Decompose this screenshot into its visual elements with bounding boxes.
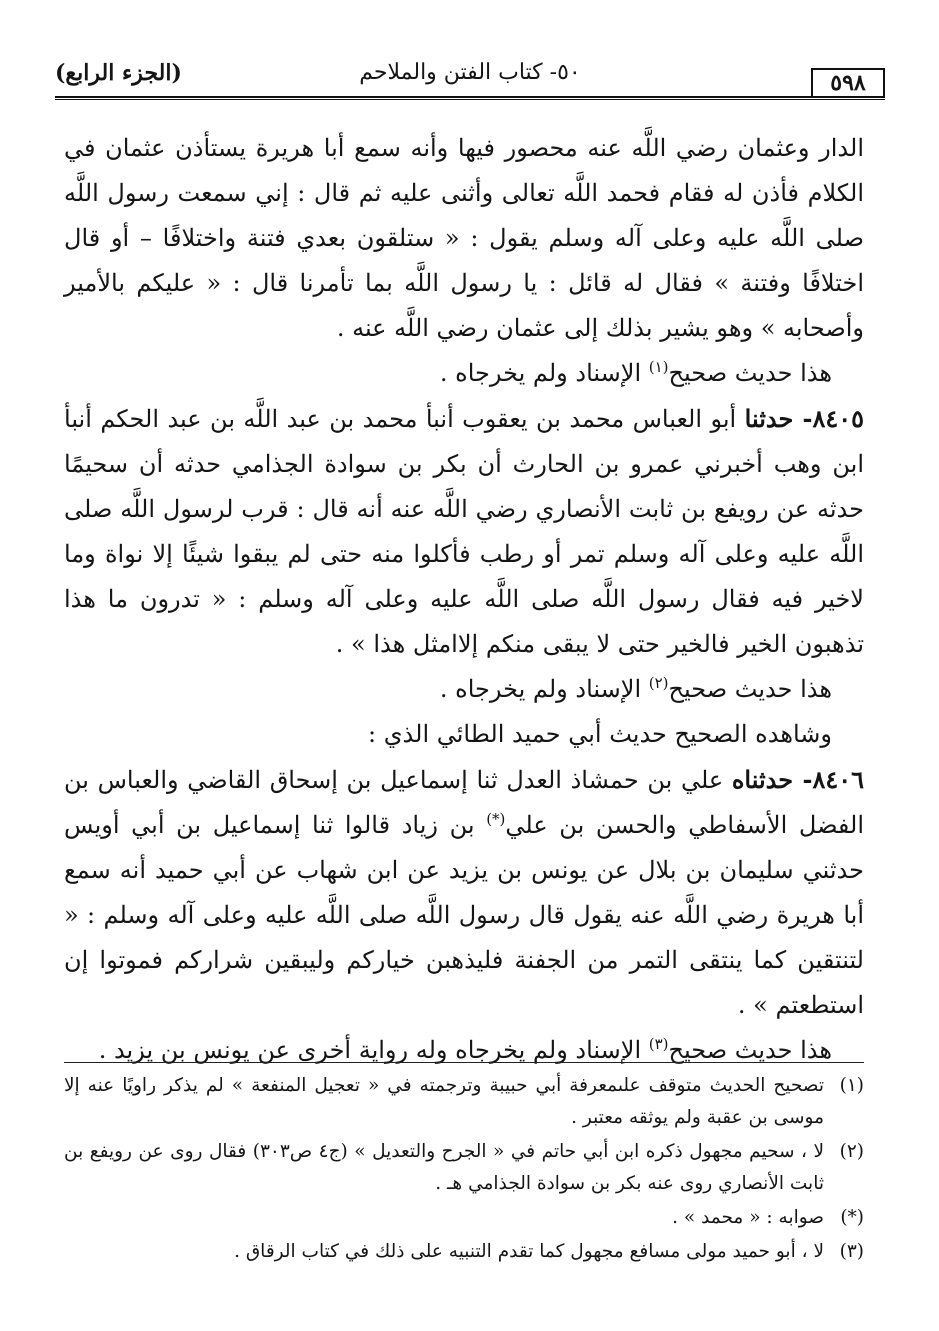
footnote-label: (*) (840, 1207, 864, 1228)
footnote-marker[interactable]: (*) (486, 810, 506, 828)
footnote (64, 1202, 864, 1234)
paragraph-text: وشاهده الصحيح حديث أبي حميد الطائي الذي : (368, 720, 832, 748)
footnote-marker[interactable]: (٣) (648, 1035, 669, 1053)
running-header (55, 52, 885, 100)
grading-paragraph (64, 667, 864, 712)
page-number: ٥٩٨ (811, 68, 885, 96)
hadith-paragraph (64, 757, 864, 1028)
hadith-paragraph (64, 396, 864, 667)
footnote-marker[interactable]: (٢) (648, 674, 669, 692)
footnote-text: لا ، أبو حميد مولى مسافع مجهول كما تقدم التنبيه على ذلك في كتاب الرقاق . (234, 1241, 824, 1262)
footnote (64, 1070, 864, 1134)
paragraph-text: هذا حديث صحيح (668, 1036, 832, 1064)
paragraph-text-after: بن زياد قالوا ثنا إسماعيل بن أبي أويس حدثني سليمان بن بلال عن يونس بن يزيد عن ابن شهاب عن أبي حميد أنه سمع أبا هريرة رضي اللَّه عنه يقول قال رسول اللَّه صلى اللَّه عليه وعلى آله وسلم : « لتنتقين كما ينتقى التمر من الجفنة فليذهبن خياركم وليبقين شراركم فموتوا إن استطعتم » . (64, 811, 864, 1019)
paragraph-text-after: الإسناد ولم يخرجاه وله رواية أخرى عن يونس بن يزيد . (98, 1036, 649, 1064)
grading-paragraph (64, 351, 864, 396)
main-text (64, 126, 864, 1073)
footnote-text: تصحيح الحديث متوقف علىمعرفة أبي حبيبة وترجمته في « تعجيل المنفعة » لم يذكر راويًا عنه إلا موسى بن عقبة ولم يوثقه معتبر . (64, 1075, 824, 1128)
footnotes (64, 1070, 864, 1270)
paragraph-text: الدار وعثمان رضي اللَّه عنه محصور فيها وأنه سمع أبا هريرة يستأذن عثمان في الكلام فأذن له فقام فحمد اللَّه تعالى وأثنى عليه ثم قال : إني سمعت رسول اللَّه صلى اللَّه عليه وعلى آله وسلم يقول : « ستلقون بعدي فتنة واختلافًا – أو قال اختلافًا وفتنة » فقال له قائل : يا رسول اللَّه بما تأمرنا قال : « عليكم بالأمير وأصحابه » وهو يشير بذلك إلى عثمان رضي اللَّه عنه . (64, 134, 864, 342)
footnote-marker[interactable]: (١) (648, 358, 669, 376)
paragraph-text: هذا حديث صحيح (668, 359, 832, 387)
paragraph-text-after: الإسناد ولم يخرجاه . (439, 675, 649, 703)
footnote-label: (٢) (839, 1141, 864, 1162)
hadith-number: ٨٤٠٦- حدثناه (731, 765, 864, 794)
paragraph-continuation (64, 126, 864, 351)
footnote (64, 1136, 864, 1200)
paragraph-text: أبو العباس محمد بن يعقوب أنبأ محمد بن عبد اللَّه بن عبد الحكم أنبأ ابن وهب أخبرني عمرو بن الحارث أن بكر بن سوادة الجذامي حدثه أن سحيمًا حدثه عن رويفع بن ثابت الأنصاري رضي اللَّه عنه أنه قال : قرب لرسول اللَّه صلى اللَّه عليه وعلى آله وسلم تمر أو رطب فأكلوا منه حتى لم يبقوا شيئًا إلا نواة وما لاخير فيه فقال رسول اللَّه صلى اللَّه عليه وعلى آله وسلم : « تدرون ما هذا تذهبون الخير فالخير حتى لا يبقى منكم إلاامثل هذا » . (64, 405, 864, 658)
header-rule (55, 96, 885, 98)
footnote-label: (١) (839, 1075, 864, 1096)
footnote-label: (٣) (839, 1241, 864, 1262)
footnote-text: لا ، سحيم مجهول ذكره ابن أبي حاتم في « الجرح والتعديل » (ج٤ ص٣٠٣) فقال روى عن رويفع بن ثابت الأنصاري روى عنه بكر بن سوادة الجذامي هـ . (64, 1141, 825, 1194)
paragraph-text: هذا حديث صحيح (668, 675, 832, 703)
chapter-title: ٥٠- كتاب الفتن والملاحم (359, 60, 581, 85)
footnote-divider (64, 1062, 864, 1063)
footnote (64, 1236, 864, 1268)
witness-paragraph (64, 712, 864, 757)
grading-paragraph (64, 1028, 864, 1073)
footnote-text: صوابه : « محمد » . (672, 1207, 824, 1228)
paragraph-text: علي بن حمشاذ العدل ثنا إسماعيل بن إسحاق القاضي والعباس بن الفضل الأسفاطي والحسن بن علي (64, 766, 865, 839)
hadith-number: ٨٤٠٥- حدثنا (744, 404, 865, 433)
volume-label: (الجزء الرابع) (55, 60, 182, 86)
header-rule-thin (55, 99, 885, 100)
paragraph-text-after: الإسناد ولم يخرجاه . (439, 359, 649, 387)
